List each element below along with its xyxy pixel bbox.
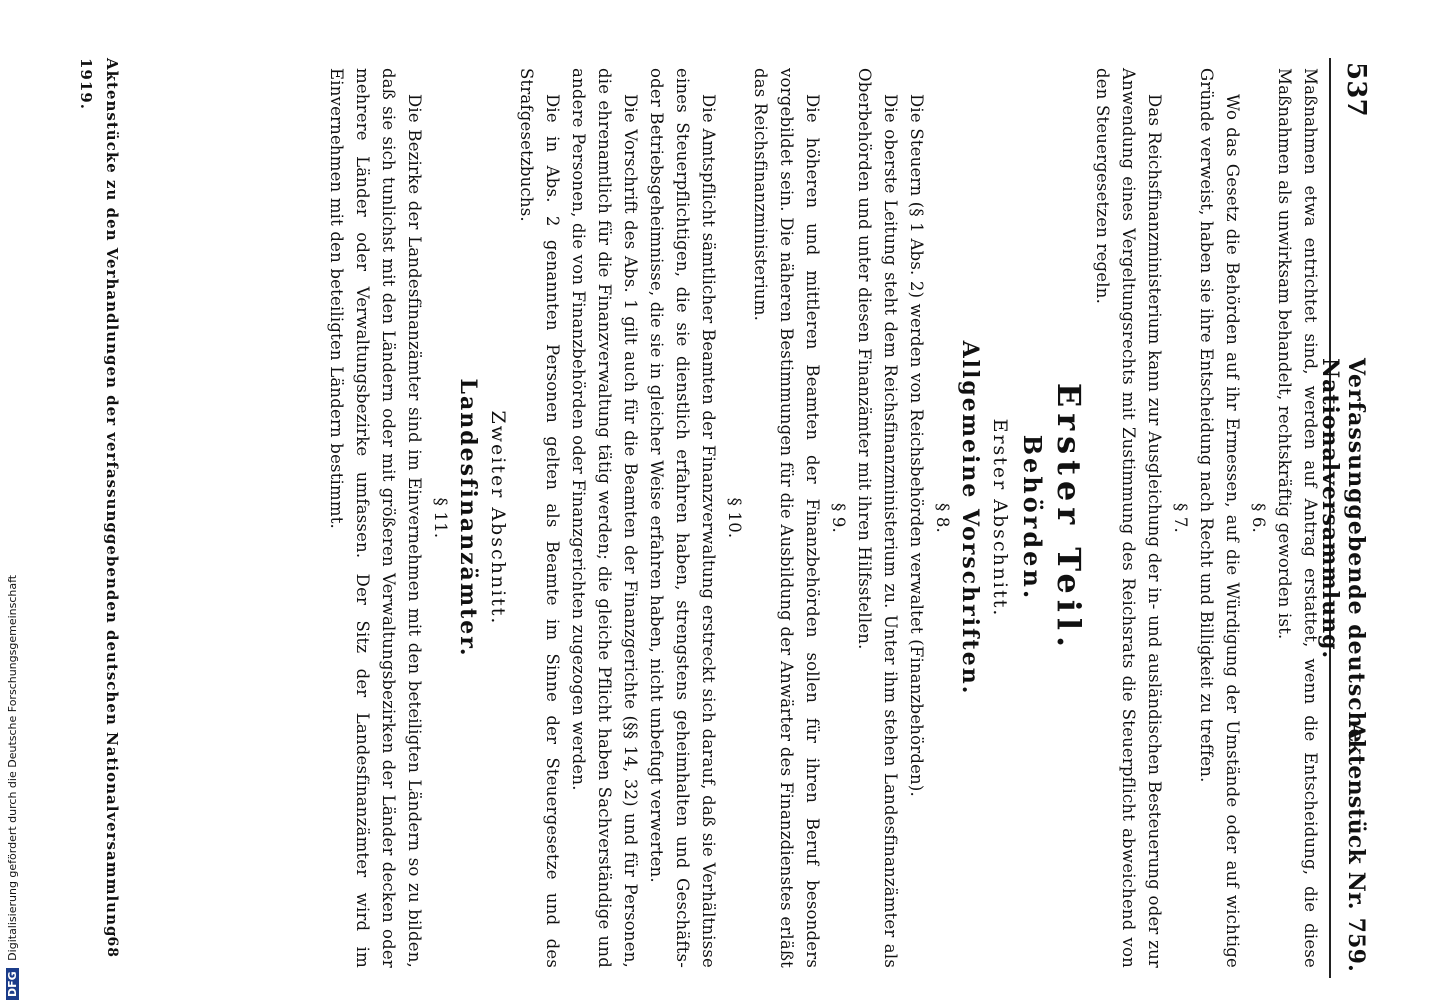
section-6-text: Wo das Gesetz die Behörden auf ihr Ermessen, auf die Würdigung der Umstände oder auf wichtige Gründe verweist, haben sie ihre Entscheidung nach Recht und Billigkeit zu treffen.: [1197, 68, 1242, 968]
part-title: Erster Teil.: [1050, 382, 1088, 654]
section-title: Erster Abschnitt.: [989, 418, 1011, 618]
section-6-heading: § 6.: [1249, 502, 1268, 534]
rotated-document-page-right: [75, 520, 1375, 990]
footer-text: Aktenstücke zu den Verhandlungen der verfassunggebenden deutschen Nationalversammlung 1919.: [77, 58, 121, 938]
header-title: Verfassunggebende deutsche Nationalversammlung.: [1317, 358, 1369, 744]
section-8-para-1: Die Steuern (§ 1 Abs. 2) werden von Reichsbehörden verwaltet (Finanzbehörden).: [907, 94, 926, 797]
section-8-para-2: Die oberste Leitung steht dem Reichsfinanzministerium zu. Unter ihm stehen Landesfinanzämter als Oberbehörden und unter diesen Finanzämter mit ihren Hilfsstellen.: [855, 68, 900, 968]
section-2-title: Zweiter Abschnitt.: [487, 410, 509, 626]
section-10-para-3: Die in Abs. 2 genannten Personen gelten als Beamte im Sinne der Steuergesetze und des Strafgesetzbuchs.: [517, 68, 562, 968]
left-intro: Maßnahmen etwa entrichtet sind, werden auf Antrag erstattet, wenn die Entscheidung, die diese Maßnahmen als unwirksam behandelt, rechtskräftig geworden ist.: [1275, 68, 1320, 968]
aktenstueck-number: Aktenstück Nr. 759.: [1343, 722, 1369, 972]
dfg-logo: DFG: [6, 968, 19, 1000]
funding-sidebar: [6, 575, 19, 1000]
section-2-subtitle: Landesfinanzämter.: [455, 378, 481, 658]
section-7-heading: § 7.: [1171, 502, 1190, 534]
page-number: 537: [1341, 62, 1371, 117]
funding-note: Digitalisierung gefördert durch die Deutsche Forschungsgemeinschaft: [6, 574, 19, 961]
section-10-heading: § 10.: [725, 497, 744, 539]
section-11-heading: § 11.: [431, 497, 450, 539]
section-7-text: Das Reichsfinanzministerium kann zur Ausgleichung der in- und ausländischen Besteuerung oder zur Anwendung eines Vergeltungsrechts mit Zustimmung des Reichsrats die Steuerpflicht abweichend von den Steuergesetzen regeln.: [1093, 68, 1164, 968]
section-10-para-2: Die Vorschrift des Abs. 1 gilt auch für die Beamten der Finanzgerichte (§§ 14, 32) und für Personen, die ehrenamtlich für die Finanzverwaltung tätig werden; die gleiche Pflicht haben Sachverständige und andere Personen, die von Finanzbehörden oder Finanzgerichten zugezogen werden.: [569, 68, 640, 968]
section-10-para-1: Die Amtspflicht sämtlicher Beamten der Finanzverwaltung erstreckt sich darauf, daß sie Verhältnisse eines Steuerpflichtigen, die sie dienstlich erfahren haben, strengstens geheimhalten und Geschäfts- oder Betriebsgeheimnisse, die sie in gleicher Weise erfahren haben, nicht unbefugt verwerten.: [647, 68, 718, 968]
section-9-text: Die höheren und mittleren Beamten der Finanzbehörden sollen für ihren Beruf besonders vorgebildet sein. Die näheren Bestimmungen für die Ausbildung der Anwärter des Finanzdienstes erläßt das Reichsfinanzministerium.: [751, 68, 822, 968]
section-subtitle: Allgemeine Vorschriften.: [957, 340, 983, 696]
section-11-text: Die Bezirke der Landesfinanzämter sind im Einvernehmen mit den beteiligten Ländern so zu bilden, daß sie sich tunlichst mit den Ländern oder mit größeren Verwaltungsbezirken der Länder decken oder mehrere Länder oder Verwaltungsbezirke umfassen. Der Sitz der Landesfinanzämter wird im Einvernehmen mit den beteiligten Ländern bestimmt.: [327, 68, 424, 968]
part-subtitle: Behörden.: [1018, 434, 1047, 602]
section-9-heading: § 9.: [829, 502, 848, 534]
footer-number: 68: [104, 936, 120, 958]
section-8-heading: § 8.: [933, 502, 952, 534]
